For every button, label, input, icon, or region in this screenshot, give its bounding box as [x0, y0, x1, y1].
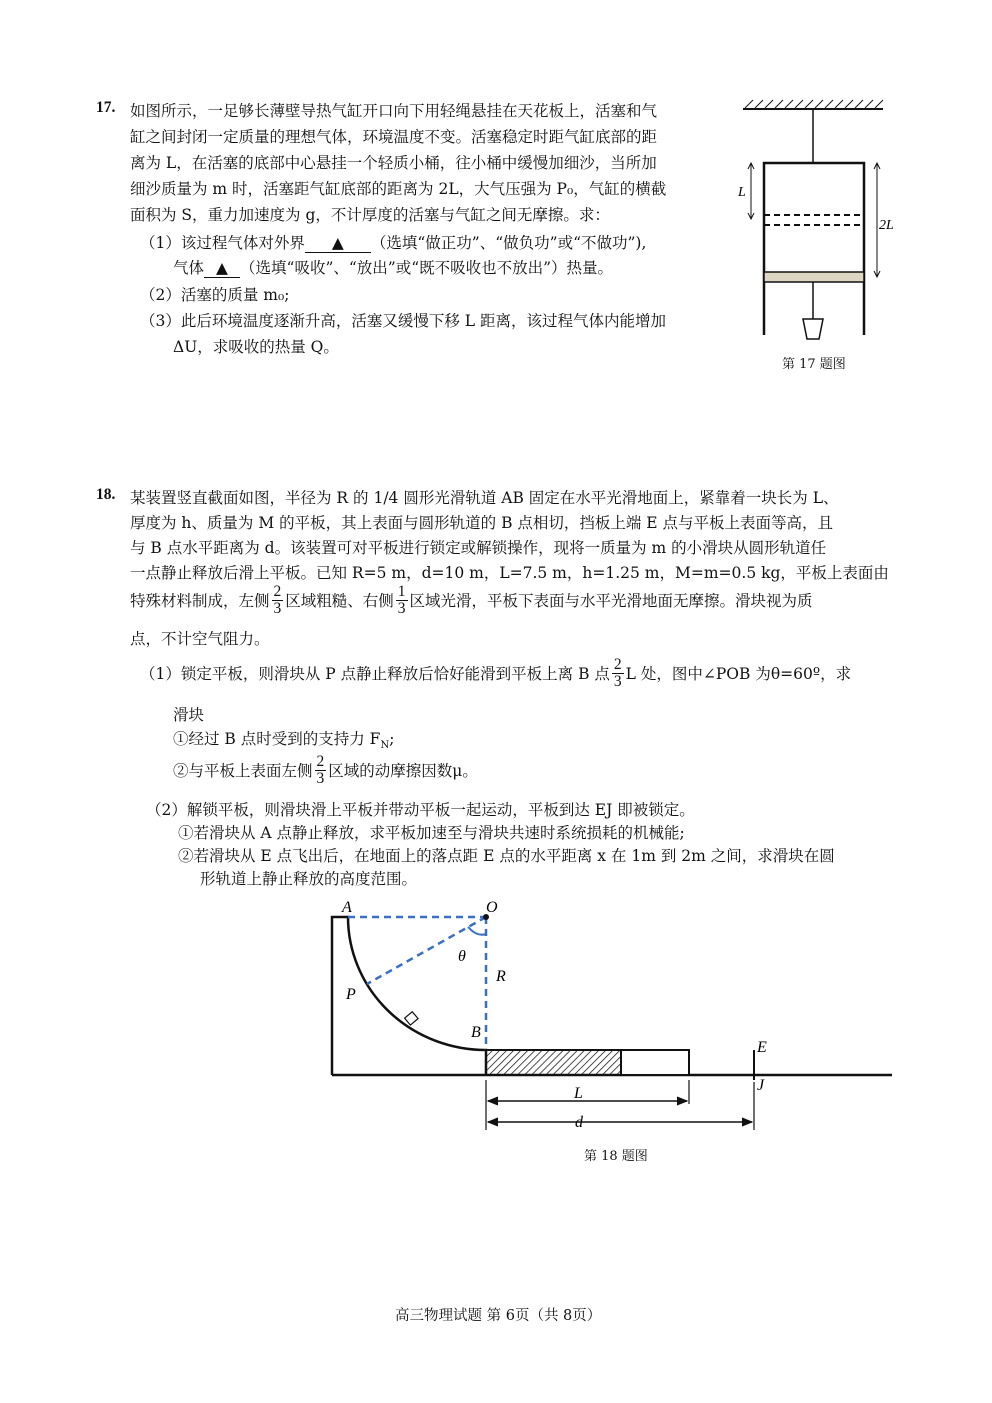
theta-arc: [468, 927, 486, 935]
fraction-one-third: [396, 584, 408, 616]
q18-stem-line-3: 与 B 点水平距离为 d。该装置可对平板进行锁定或解锁操作，现将一质量为 m 的小滑块从圆形轨道任: [130, 539, 827, 557]
q18-part2-ii-line2: 形轨道上静止释放的高度范围。: [200, 870, 418, 888]
label-d: d: [575, 1114, 583, 1131]
q17-figure-caption: 第 17 题图: [782, 357, 846, 372]
plank-rough-region: [486, 1050, 621, 1075]
subscript-N: N: [380, 740, 390, 752]
q18-part1-text-b: L 处，图中∠POB 为θ=60º，求: [625, 665, 852, 683]
q18-part1-ii-text-a: ②与平板上表面左侧: [173, 762, 313, 780]
page-footer: 高三物理试题 第 6页（共 8页）: [395, 1308, 602, 1324]
q17-number: 17.: [96, 99, 116, 116]
dim-2L-label: 2L: [879, 218, 894, 233]
q18-stem-line-2: 厚度为 h、质量为 M 的平板，其上表面与圆形轨道的 B 点相切，挡板上端 E 点与平板上表面等高，且: [130, 514, 834, 532]
dashed-radii: [348, 917, 486, 1050]
q17-stem-line-4: 细沙质量为 m 时，活塞距气缸底部的距离为 2L，大气压强为 P₀，气缸的横截: [130, 180, 667, 198]
q18-stem-line-4: 一点静止释放后滑上平板。已知 R=5 m，d=10 m，L=7.5 m，h=1.25 m，M=m=0.5 kg，平板上表面由: [130, 564, 889, 582]
q18-part1-line2: 滑块: [173, 706, 205, 724]
dim-d-arrow-left: [488, 1118, 498, 1126]
dim-d-arrow-right: [742, 1118, 752, 1126]
label-A: A: [342, 899, 352, 916]
label-P: P: [346, 986, 356, 1003]
q17-figure: [735, 95, 895, 375]
q17-blank-2: ▲: [204, 259, 240, 278]
fraction-two-thirds: [272, 584, 284, 616]
q17-blank-1: ▲: [305, 234, 371, 253]
fraction-two-thirds: [612, 657, 624, 689]
q18-part1-line1: [140, 651, 851, 695]
label-O: O: [486, 899, 498, 916]
label-J: J: [757, 1077, 765, 1094]
q18-part1-text-a: （1）锁定平板，则滑块从 P 点静止释放后恰好能滑到平板上离 B 点: [140, 665, 610, 683]
label-L: L: [574, 1085, 583, 1102]
q18-stem-line-6: 点，不计空气阻力。: [130, 630, 270, 648]
q17-part1-line2: [173, 256, 613, 278]
slider-block: [405, 1012, 418, 1025]
cylinder-walls: [764, 163, 864, 335]
q17-part1-text: （1）该过程气体对外界: [140, 234, 305, 252]
frac-numerator: 2: [273, 583, 282, 600]
fraction-two-thirds: [315, 754, 327, 786]
frac-denominator: 3: [316, 769, 325, 787]
q17-part3-line2: ΔU，求吸收的热量 Q。: [173, 338, 339, 356]
dim-L-label: L: [738, 185, 746, 200]
frac-denominator: 3: [273, 599, 282, 617]
sand-bucket: [803, 319, 823, 339]
plank-smooth-region: [621, 1050, 689, 1075]
piston: [764, 272, 864, 282]
frac-denominator: 3: [397, 599, 406, 617]
q17-part1-gas: 气体: [173, 259, 205, 277]
q18-part2: （2）解锁平板，则滑块滑上平板并带动平板一起运动，平板到达 EJ 即被锁定。: [146, 801, 695, 819]
q17-stem-line-5: 面积为 S，重力加速度为 g，不计厚度的活塞与气缸之间无摩擦。求：: [130, 206, 610, 224]
frac-denominator: 3: [613, 672, 622, 690]
q18-stem-line-5: [130, 578, 813, 622]
q17-part1-options: （选填“做正功”、“做负功”或“不做功”),: [370, 234, 647, 252]
label-theta: θ: [458, 948, 466, 965]
q17-part1-heat-options: （选填“吸收”、“放出”或“既不吸收也不放出”）热量。: [240, 259, 614, 277]
frac-numerator: 2: [613, 656, 622, 673]
q18-line5-text-c: 区域光滑，平板下表面与水平光滑地面无摩擦。滑块视为质: [409, 592, 813, 610]
q17-part2: （2）活塞的质量 m₀;: [140, 286, 290, 304]
frac-numerator: 2: [316, 753, 325, 770]
q18-part1-ii-text-b: 区域的动摩擦因数μ。: [328, 762, 478, 780]
q17-stem-line-1: 如图所示，一足够长薄壁导热气缸开口向下用轻绳悬挂在天花板上，活塞和气: [130, 102, 658, 120]
dim-L-arrow-left: [488, 1097, 498, 1105]
q17-part3-line1: （3）此后环境温度逐渐升高，活塞又缓慢下移 L 距离，该过程气体内能增加: [140, 312, 667, 330]
q18-line5-text-a: 特殊材料制成，左侧: [130, 592, 270, 610]
q18-line5-text-b: 区域粗糙、右侧: [285, 592, 394, 610]
q18-part1-i-text: ①经过 B 点时受到的支持力 F: [173, 730, 381, 748]
frac-numerator: 1: [397, 583, 406, 600]
label-E: E: [757, 1039, 767, 1056]
label-R: R: [496, 968, 506, 985]
q18-part2-i: ①若滑块从 A 点静止释放，求平板加速至与滑块共速时系统损耗的机械能;: [178, 824, 685, 842]
q18-figure-caption: 第 18 题图: [584, 1149, 648, 1164]
q18-figure: [320, 890, 900, 1140]
ceiling-hatch: [745, 100, 883, 108]
q18-stem-line-1: 某装置竖直截面如图，半径为 R 的 1/4 圆形光滑轨道 AB 固定在水平光滑地面上，紧靠着一块长为 L、: [130, 489, 839, 507]
dim-L-arrow-right: [677, 1097, 687, 1105]
q17-stem-line-3: 离为 L，在活塞的底部中心悬挂一个轻质小桶，往小桶中缓慢加细沙，当所加: [130, 154, 657, 172]
q17-part1-line1: [140, 231, 646, 253]
label-B: B: [471, 1024, 481, 1041]
q18-part1-ii: [173, 748, 478, 792]
q18-part1-i-end: ;: [389, 730, 395, 748]
q18-number: 18.: [96, 486, 116, 503]
q18-part2-ii-line1: ②若滑块从 E 点飞出后，在地面上的落点距 E 点的水平距离 x 在 1m 到 2m 之间，求滑块在圆: [178, 847, 835, 865]
q17-stem-line-2: 缸之间封闭一定质量的理想气体，环境温度不变。活塞稳定时距气缸底部的距: [130, 128, 658, 146]
